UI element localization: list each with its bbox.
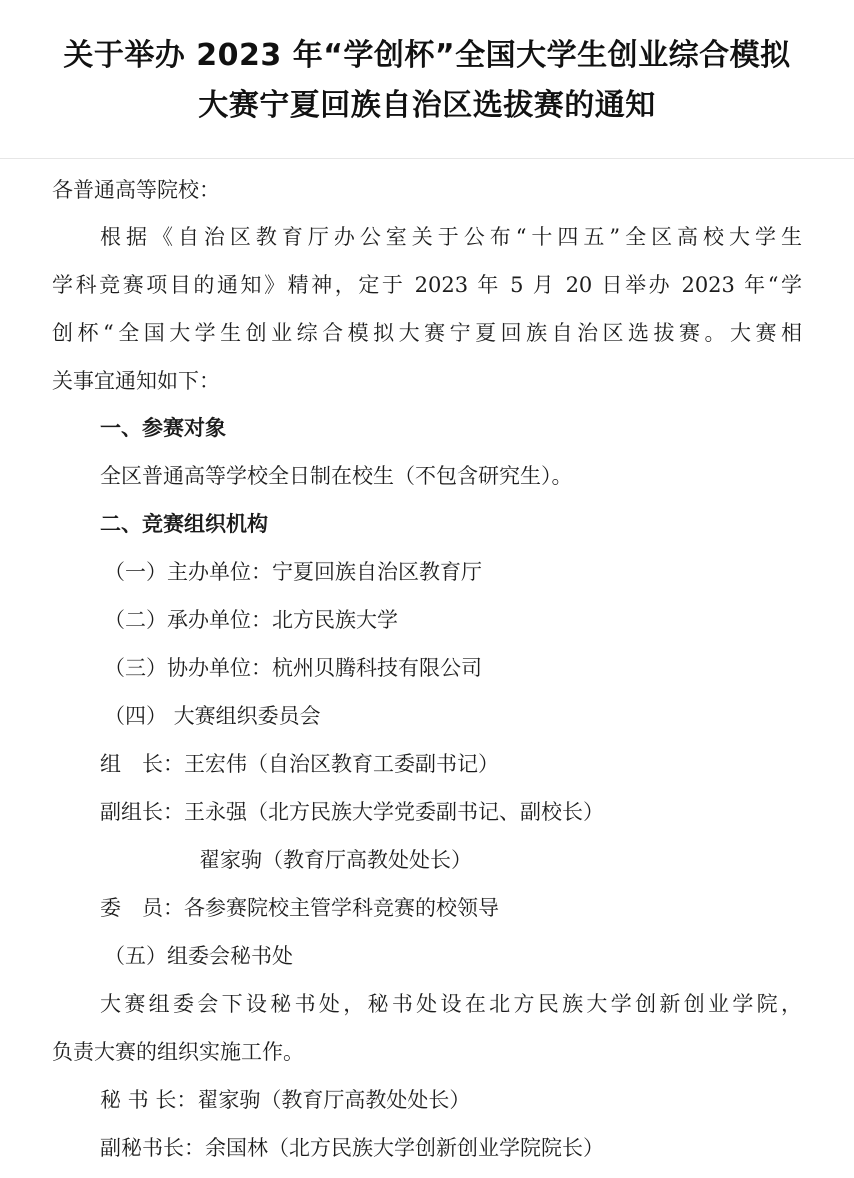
committee-leader: 组 长：王宏伟（自治区教育工委副书记） bbox=[100, 752, 499, 776]
salutation: 各普通高等院校： bbox=[52, 178, 220, 202]
title-divider bbox=[0, 158, 854, 159]
document-title-line-2: 大赛宁夏回族自治区选拔赛的通知 bbox=[198, 88, 656, 123]
intro-line-3: 创杯“全国大学生创业综合模拟大赛宁夏回族自治区选拔赛。大赛相 bbox=[52, 321, 802, 345]
secretariat-heading: （五）组委会秘书处 bbox=[104, 944, 293, 968]
intro-line-4: 关事宜通知如下： bbox=[52, 369, 220, 393]
committee-heading: （四） 大赛组织委员会 bbox=[104, 704, 321, 728]
secretariat-text-line-1: 大赛组委会下设秘书处，秘书处设在北方民族大学创新创业学院， bbox=[100, 992, 802, 1016]
secretary-general: 秘 书 长：翟家驹（教育厅高教处处长） bbox=[100, 1088, 471, 1112]
intro-line-1: 根据《自治区教育厅办公室关于公布“十四五”全区高校大学生 bbox=[100, 225, 802, 249]
section-heading-organization: 二、竞赛组织机构 bbox=[100, 512, 268, 536]
deputy-secretary-general: 副秘书长：余国林（北方民族大学创新创业学院院长） bbox=[100, 1136, 604, 1160]
participants-text: 全区普通高等学校全日制在校生（不包含研究生）。 bbox=[100, 464, 573, 488]
committee-deputy-1: 副组长：王永强（北方民族大学党委副书记、副校长） bbox=[100, 800, 604, 824]
committee-members: 委 员：各参赛院校主管学科竞赛的校领导 bbox=[100, 896, 499, 920]
section-heading-participants: 一、参赛对象 bbox=[100, 416, 226, 440]
intro-line-2: 学科竞赛项目的通知》精神，定于 2023 年 5 月 20 日举办 2023 年“学 bbox=[52, 273, 802, 297]
committee-deputy-2: 翟家驹（教育厅高教处处长） bbox=[199, 848, 472, 872]
secretariat-text-line-2: 负责大赛的组织实施工作。 bbox=[52, 1040, 304, 1064]
document-title-line-1: 关于举办 2023 年“学创杯”全国大学生创业综合模拟 bbox=[63, 38, 791, 73]
organizer-unit: （二）承办单位：北方民族大学 bbox=[104, 608, 398, 632]
co-organizer-unit: （三）协办单位：杭州贝腾科技有限公司 bbox=[104, 656, 482, 680]
host-unit: （一）主办单位：宁夏回族自治区教育厅 bbox=[104, 560, 482, 584]
